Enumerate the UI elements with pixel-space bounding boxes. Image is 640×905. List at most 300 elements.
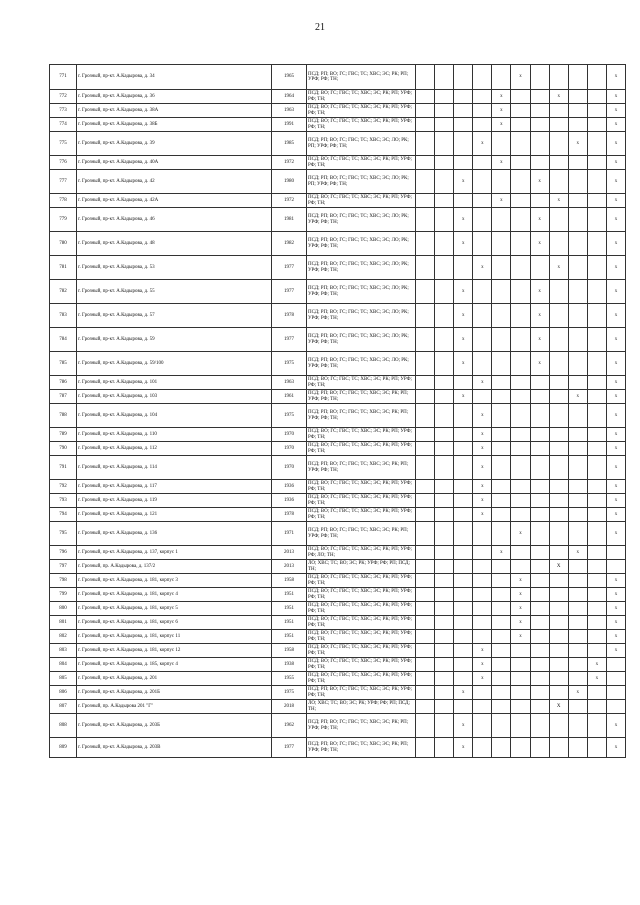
work-mark-cell <box>511 442 530 456</box>
year-cell: 1972 <box>272 156 307 170</box>
work-mark-cell <box>549 232 568 256</box>
work-mark-cell <box>606 672 625 686</box>
work-mark-cell <box>511 208 530 232</box>
table-row <box>50 588 626 602</box>
work-mark-cell <box>568 700 587 714</box>
work-mark-cell <box>454 104 473 118</box>
work-mark-x: x <box>454 170 473 194</box>
work-mark-x: x <box>606 118 625 132</box>
work-mark-cell <box>492 658 511 672</box>
work-mark-cell <box>511 376 530 390</box>
work-mark-cell <box>511 658 530 672</box>
work-mark-cell <box>587 256 606 280</box>
work-mark-cell <box>530 428 549 442</box>
work-mark-cell <box>549 118 568 132</box>
work-mark-cell <box>568 194 587 208</box>
address-cell: г. Грозный, пр-кт. А.Кадырова, д. 38Б <box>77 118 272 132</box>
work-mark-cell <box>530 672 549 686</box>
work-mark-x: x <box>606 602 625 616</box>
work-mark-cell <box>473 588 492 602</box>
row-number-cell: 771 <box>50 65 77 90</box>
work-mark-x: x <box>606 90 625 104</box>
year-cell: 1977 <box>272 738 307 758</box>
work-mark-cell <box>435 194 454 208</box>
work-mark-cell <box>568 644 587 658</box>
address-cell: г. Грозный, пр-кт. А.Кадырова, д. 40А <box>77 156 272 170</box>
work-mark-cell <box>435 672 454 686</box>
work-mark-cell <box>492 352 511 376</box>
work-mark-cell <box>416 65 435 90</box>
work-mark-x: x <box>606 170 625 194</box>
work-mark-cell <box>416 644 435 658</box>
work-mark-x: x <box>568 132 587 156</box>
work-mark-cell <box>492 456 511 480</box>
work-mark-cell <box>454 376 473 390</box>
work-mark-x: x <box>473 494 492 508</box>
work-mark-x: x <box>473 132 492 156</box>
work-mark-cell <box>511 232 530 256</box>
work-mark-cell <box>530 376 549 390</box>
work-mark-cell <box>549 686 568 700</box>
work-mark-cell <box>435 132 454 156</box>
address-cell: г. Грозный, пр-кт. А.Кадырова, д. 34 <box>77 65 272 90</box>
work-mark-cell <box>568 508 587 522</box>
works-list-cell: ПСД; ВО; ГС; ГВС; ТС; ХВС; ЭС; РК; РП; УРФ; РФ; ТН; <box>307 90 416 104</box>
work-mark-cell <box>530 658 549 672</box>
work-mark-cell <box>511 256 530 280</box>
work-mark-cell <box>568 602 587 616</box>
table-row <box>50 156 626 170</box>
work-mark-cell <box>492 700 511 714</box>
work-mark-cell <box>511 280 530 304</box>
work-mark-cell <box>473 574 492 588</box>
work-mark-cell <box>416 232 435 256</box>
work-mark-cell <box>416 700 435 714</box>
work-mark-cell <box>587 304 606 328</box>
address-cell: г. Грозный, пр-кт. А.Кадырова, д. 36 <box>77 90 272 104</box>
work-mark-cell <box>435 686 454 700</box>
work-mark-cell <box>416 194 435 208</box>
work-mark-cell <box>492 132 511 156</box>
work-mark-cell <box>511 644 530 658</box>
work-mark-x: x <box>606 65 625 90</box>
address-cell: г. Грозный, пр-кт. А.Кадырова, д. 55 <box>77 280 272 304</box>
work-mark-cell <box>454 256 473 280</box>
work-mark-cell <box>511 328 530 352</box>
row-number-cell: 798 <box>50 574 77 588</box>
works-list-cell: ПСД; РП; ВО; ГС; ГВС; ТС; ХВС; ЭС; РК; РП; УРФ; РФ; ТН; <box>307 390 416 404</box>
row-number-cell: 778 <box>50 194 77 208</box>
work-mark-cell <box>492 560 511 574</box>
work-mark-x: x <box>606 208 625 232</box>
work-mark-cell <box>549 328 568 352</box>
work-mark-cell <box>530 132 549 156</box>
work-mark-cell <box>549 65 568 90</box>
work-mark-cell <box>530 588 549 602</box>
work-mark-x: x <box>473 456 492 480</box>
work-mark-cell <box>587 480 606 494</box>
work-mark-cell <box>568 232 587 256</box>
work-mark-cell <box>587 65 606 90</box>
work-mark-cell <box>549 390 568 404</box>
year-cell: 1962 <box>272 714 307 738</box>
row-number-cell: 796 <box>50 546 77 560</box>
works-list-cell: ПСД; ВО; ГС; ГВС; ТС; ХВС; ЭС; РК; РП; УРФ; РФ; ТН; <box>307 574 416 588</box>
table-row <box>50 672 626 686</box>
work-mark-cell <box>416 508 435 522</box>
work-mark-cell <box>435 376 454 390</box>
work-mark-cell <box>492 376 511 390</box>
works-list-cell: ПСД; ВО; ГС; ГВС; ТС; ХВС; ЭС; РК; РП; УРФ; РФ; ТН; <box>307 588 416 602</box>
work-mark-cell <box>530 522 549 546</box>
year-cell: 1975 <box>272 686 307 700</box>
year-cell: 1978 <box>272 508 307 522</box>
work-mark-cell <box>454 442 473 456</box>
work-mark-cell <box>454 194 473 208</box>
address-cell: г. Грозный, пр-кт. А.Кадырова, д. 101 <box>77 376 272 390</box>
year-cell: 1951 <box>272 588 307 602</box>
work-mark-cell <box>587 194 606 208</box>
work-mark-cell <box>568 352 587 376</box>
work-mark-cell <box>549 738 568 758</box>
work-mark-x: x <box>549 90 568 104</box>
work-mark-cell <box>511 390 530 404</box>
address-cell: г. Грозный, пр-кт. А.Кадырова, д. 48 <box>77 232 272 256</box>
work-mark-cell <box>549 442 568 456</box>
work-mark-cell <box>473 390 492 404</box>
work-mark-cell <box>587 90 606 104</box>
work-mark-cell <box>587 132 606 156</box>
row-number-cell: 779 <box>50 208 77 232</box>
address-cell: г. Грозный, пр-кт. А.Кадырова, д. 39 <box>77 132 272 156</box>
address-cell: г. Грозный, пр-кт. А.Кадырова, д. 57 <box>77 304 272 328</box>
work-mark-cell <box>492 256 511 280</box>
work-mark-cell <box>435 546 454 560</box>
work-mark-x: x <box>454 738 473 758</box>
row-number-cell: 801 <box>50 616 77 630</box>
works-list-cell: ПСД; ВО; ГС; ГВС; ТС; ХВС; ЭС; РК; РП; УРФ; РФ; ТН; <box>307 602 416 616</box>
work-mark-cell <box>416 352 435 376</box>
work-mark-cell <box>530 508 549 522</box>
work-mark-cell <box>549 352 568 376</box>
work-mark-cell <box>416 304 435 328</box>
work-mark-cell <box>587 352 606 376</box>
works-list-cell: ПСД; ВО; ГС; ГВС; ТС; ХВС; ЭС; РК; РП; УРФ; РФ; ТН; <box>307 494 416 508</box>
work-mark-x: x <box>473 480 492 494</box>
work-mark-cell <box>530 560 549 574</box>
work-mark-x: x <box>454 328 473 352</box>
row-number-cell: 772 <box>50 90 77 104</box>
work-mark-cell <box>416 588 435 602</box>
work-mark-cell <box>435 328 454 352</box>
work-mark-cell <box>530 65 549 90</box>
work-mark-cell <box>416 104 435 118</box>
work-mark-cell <box>435 560 454 574</box>
work-mark-cell <box>530 194 549 208</box>
works-list-cell: ЛО; ХВС; ТС; ВО; ЭС; РК; УРФ; РФ; РП; ПСД; ТН; <box>307 700 416 714</box>
work-mark-cell <box>454 658 473 672</box>
work-mark-cell <box>587 560 606 574</box>
row-number-cell: 784 <box>50 328 77 352</box>
work-mark-cell <box>511 404 530 428</box>
work-mark-x: x <box>473 376 492 390</box>
table-row <box>50 328 626 352</box>
work-mark-x: x <box>511 522 530 546</box>
year-cell: 1977 <box>272 280 307 304</box>
work-mark-x: x <box>473 644 492 658</box>
work-mark-cell <box>492 404 511 428</box>
works-list-cell: ПСД; ВО; ГС; ГВС; ТС; ХВС; ЭС; РК; РП; УРФ; РФ; ТН; <box>307 658 416 672</box>
work-mark-cell <box>568 630 587 644</box>
work-mark-cell <box>454 494 473 508</box>
row-number-cell: 803 <box>50 644 77 658</box>
row-number-cell: 782 <box>50 280 77 304</box>
works-list-cell: ПСД; РП; ВО; ГС; ГВС; ТС; ХВС; ЭС; РК; РП; УРФ; РФ; ТН; <box>307 65 416 90</box>
row-number-cell: 794 <box>50 508 77 522</box>
work-mark-cell <box>568 616 587 630</box>
table-row <box>50 560 626 574</box>
address-cell: г. Грозный, пр-кт. А.Кадырова, д. 137, корпус 1 <box>77 546 272 560</box>
work-mark-cell <box>435 304 454 328</box>
work-mark-cell <box>492 328 511 352</box>
work-mark-cell <box>435 170 454 194</box>
work-mark-cell <box>549 616 568 630</box>
works-list-cell: ЛО; ХВС; ТС; ВО; ЭС; РК; УРФ; РФ; РП; ПСД; ТН; <box>307 560 416 574</box>
work-mark-cell <box>454 616 473 630</box>
work-mark-cell <box>530 494 549 508</box>
work-mark-cell <box>454 700 473 714</box>
work-mark-x: x <box>530 170 549 194</box>
year-cell: 1970 <box>272 442 307 456</box>
work-mark-cell <box>435 104 454 118</box>
year-cell: 1977 <box>272 328 307 352</box>
work-mark-cell <box>416 686 435 700</box>
work-mark-cell <box>435 700 454 714</box>
work-mark-cell <box>492 442 511 456</box>
row-number-cell: 780 <box>50 232 77 256</box>
works-list-cell: ПСД; РП; ВО; ГС; ГВС; ТС; ХВС; ЭС; РК; РП; УРФ; РФ; ТН; <box>307 714 416 738</box>
work-mark-cell <box>454 522 473 546</box>
work-mark-cell <box>568 118 587 132</box>
work-mark-cell <box>416 390 435 404</box>
year-cell: 1961 <box>272 390 307 404</box>
works-list-cell: ПСД; ВО; ГС; ГВС; ТС; ХВС; ЭС; РК; РП; УРФ; РФ; ТН; <box>307 616 416 630</box>
work-mark-x: x <box>606 588 625 602</box>
address-cell: г. Грозный, пр-кт. А.Кадырова, д. 181, корпус 11 <box>77 630 272 644</box>
work-mark-cell <box>435 494 454 508</box>
work-mark-x: x <box>606 280 625 304</box>
work-mark-x: x <box>530 328 549 352</box>
work-mark-x: x <box>454 390 473 404</box>
work-mark-cell <box>473 630 492 644</box>
work-mark-cell <box>492 480 511 494</box>
work-mark-cell <box>435 480 454 494</box>
work-mark-x: x <box>606 390 625 404</box>
work-mark-cell <box>435 90 454 104</box>
works-list-cell: ПСД; ВО; ГС; ГВС; ТС; ХВС; ЭС; РК; РП; УРФ; РФ; ТН; <box>307 104 416 118</box>
work-mark-cell <box>473 304 492 328</box>
work-mark-cell <box>530 714 549 738</box>
work-mark-x: x <box>606 104 625 118</box>
table-row <box>50 208 626 232</box>
work-mark-cell <box>568 738 587 758</box>
table-row <box>50 232 626 256</box>
work-mark-x: X <box>549 700 568 714</box>
work-mark-cell <box>606 658 625 672</box>
work-mark-cell <box>568 404 587 428</box>
work-mark-x: x <box>606 714 625 738</box>
works-list-cell: ПСД; РП; ВО; ГС; ГВС; ТС; ХВС; ЭС; ЛО; РК; УРФ; РФ; ТН; <box>307 232 416 256</box>
work-mark-cell <box>492 522 511 546</box>
work-mark-x: x <box>511 616 530 630</box>
work-mark-cell <box>454 630 473 644</box>
work-mark-cell <box>606 560 625 574</box>
work-mark-x: x <box>492 90 511 104</box>
work-mark-x: x <box>530 232 549 256</box>
table-row <box>50 256 626 280</box>
work-mark-cell <box>587 714 606 738</box>
work-mark-x: x <box>606 738 625 758</box>
table-row <box>50 630 626 644</box>
works-list-cell: ПСД; РП; ВО; ГС; ГВС; ТС; ХВС; ЭС; ЛО; РК; УРФ; РФ; ТН; <box>307 256 416 280</box>
works-list-cell: ПСД; ВО; ГС; ГВС; ТС; ХВС; ЭС; РК; РП; УРФ; РФ; ТН; <box>307 428 416 442</box>
work-mark-cell <box>568 328 587 352</box>
year-cell: 1936 <box>272 480 307 494</box>
work-mark-cell <box>530 104 549 118</box>
work-mark-cell <box>549 508 568 522</box>
year-cell: 1963 <box>272 104 307 118</box>
work-mark-cell <box>549 644 568 658</box>
table-row <box>50 546 626 560</box>
work-mark-x: x <box>492 104 511 118</box>
works-list-cell: ПСД; РП; ВО; ГС; ГВС; ТС; ХВС; ЭС; РК; РП; УРФ; РФ; ТН; <box>307 738 416 758</box>
work-mark-cell <box>587 588 606 602</box>
work-mark-cell <box>587 494 606 508</box>
work-mark-cell <box>492 232 511 256</box>
work-mark-cell <box>530 602 549 616</box>
work-mark-cell <box>549 574 568 588</box>
work-mark-cell <box>435 602 454 616</box>
address-cell: г. Грозный, пр-кт. А.Кадырова, д. 38А <box>77 104 272 118</box>
year-cell: 1963 <box>272 376 307 390</box>
work-mark-cell <box>435 390 454 404</box>
work-mark-cell <box>435 588 454 602</box>
row-number-cell: 792 <box>50 480 77 494</box>
address-cell: г. Грозный, пр-кт. А.Кадырова, д. 181, корпус 6 <box>77 616 272 630</box>
work-mark-cell <box>587 574 606 588</box>
work-mark-cell <box>473 232 492 256</box>
work-mark-x: x <box>492 156 511 170</box>
address-cell: г. Грозный, пр-кт. А.Кадырова, д. 203Б <box>77 714 272 738</box>
row-number-cell: 809 <box>50 738 77 758</box>
work-mark-cell <box>568 104 587 118</box>
work-mark-cell <box>473 90 492 104</box>
work-mark-cell <box>587 738 606 758</box>
work-mark-x: x <box>606 442 625 456</box>
year-cell: 1981 <box>272 208 307 232</box>
work-mark-cell <box>568 428 587 442</box>
work-mark-cell <box>492 508 511 522</box>
work-mark-cell <box>511 194 530 208</box>
work-mark-cell <box>549 494 568 508</box>
row-number-cell: 774 <box>50 118 77 132</box>
work-mark-cell <box>454 156 473 170</box>
work-mark-cell <box>454 65 473 90</box>
work-mark-cell <box>549 480 568 494</box>
row-number-cell: 802 <box>50 630 77 644</box>
work-mark-cell <box>568 672 587 686</box>
year-cell: 1982 <box>272 232 307 256</box>
work-mark-cell <box>454 546 473 560</box>
work-mark-cell <box>492 65 511 90</box>
work-mark-cell <box>435 574 454 588</box>
work-mark-x: x <box>454 714 473 738</box>
work-mark-cell <box>530 156 549 170</box>
work-mark-cell <box>454 574 473 588</box>
work-mark-x: x <box>606 428 625 442</box>
work-mark-x: x <box>606 630 625 644</box>
work-mark-cell <box>435 280 454 304</box>
year-cell: 1951 <box>272 630 307 644</box>
work-mark-x: x <box>530 352 549 376</box>
work-mark-cell <box>530 574 549 588</box>
address-cell: г. Грозный, пр-кт. А.Кадырова, д. 104 <box>77 404 272 428</box>
work-mark-cell <box>568 714 587 738</box>
work-mark-cell <box>549 658 568 672</box>
work-mark-cell <box>473 65 492 90</box>
row-number-cell: 775 <box>50 132 77 156</box>
works-list-cell: ПСД; ВО; ГС; ГВС; ТС; ХВС; ЭС; РК; РП; УРФ; РФ; ТН; <box>307 630 416 644</box>
work-mark-x: x <box>492 194 511 208</box>
work-mark-cell <box>435 256 454 280</box>
work-mark-cell <box>492 428 511 442</box>
address-cell: г. Грозный, пр. А.Кадырова, д. 137/2 <box>77 560 272 574</box>
works-list-cell: ПСД; ВО; ГС; ГВС; ТС; ХВС; ЭС; РК; РП; УРФ; РФ; ТН; <box>307 442 416 456</box>
work-mark-cell <box>568 256 587 280</box>
work-mark-cell <box>587 546 606 560</box>
work-mark-cell <box>549 630 568 644</box>
address-cell: г. Грозный, пр-кт. А.Кадырова, д. 59/100 <box>77 352 272 376</box>
work-mark-cell <box>473 208 492 232</box>
work-mark-x: x <box>473 508 492 522</box>
works-list-cell: ПСД; ВО; ГС; ГВС; ТС; ХВС; ЭС; РК; РП; УРФ; РФ; ТН; <box>307 376 416 390</box>
works-list-cell: ПСД; РП; ВО; ГС; ГВС; ТС; ХВС; ЭС; ЛО; РК; УРФ; РФ; ТН; <box>307 304 416 328</box>
work-mark-x: x <box>606 574 625 588</box>
work-mark-cell <box>416 156 435 170</box>
work-mark-cell <box>416 428 435 442</box>
work-mark-x: x <box>606 644 625 658</box>
work-mark-cell <box>492 644 511 658</box>
work-mark-cell <box>435 456 454 480</box>
work-mark-x: x <box>530 208 549 232</box>
work-mark-cell <box>568 90 587 104</box>
work-mark-cell <box>416 522 435 546</box>
address-cell: г. Грозный, пр-кт. А.Кадырова, д. 42 <box>77 170 272 194</box>
address-cell: г. Грозный, пр-кт. А.Кадырова, д. 42А <box>77 194 272 208</box>
work-mark-cell <box>416 376 435 390</box>
row-number-cell: 800 <box>50 602 77 616</box>
table-row <box>50 522 626 546</box>
work-mark-cell <box>587 686 606 700</box>
work-mark-cell <box>530 256 549 280</box>
work-mark-cell <box>511 686 530 700</box>
work-mark-cell <box>549 304 568 328</box>
work-mark-cell <box>454 480 473 494</box>
works-list-cell: ПСД; РП; ВО; ГС; ГВС; ТС; ХВС; ЭС; ЛО; РК; УРФ; РФ; ТН; <box>307 352 416 376</box>
work-mark-cell <box>568 156 587 170</box>
work-mark-cell <box>435 616 454 630</box>
work-mark-cell <box>416 280 435 304</box>
